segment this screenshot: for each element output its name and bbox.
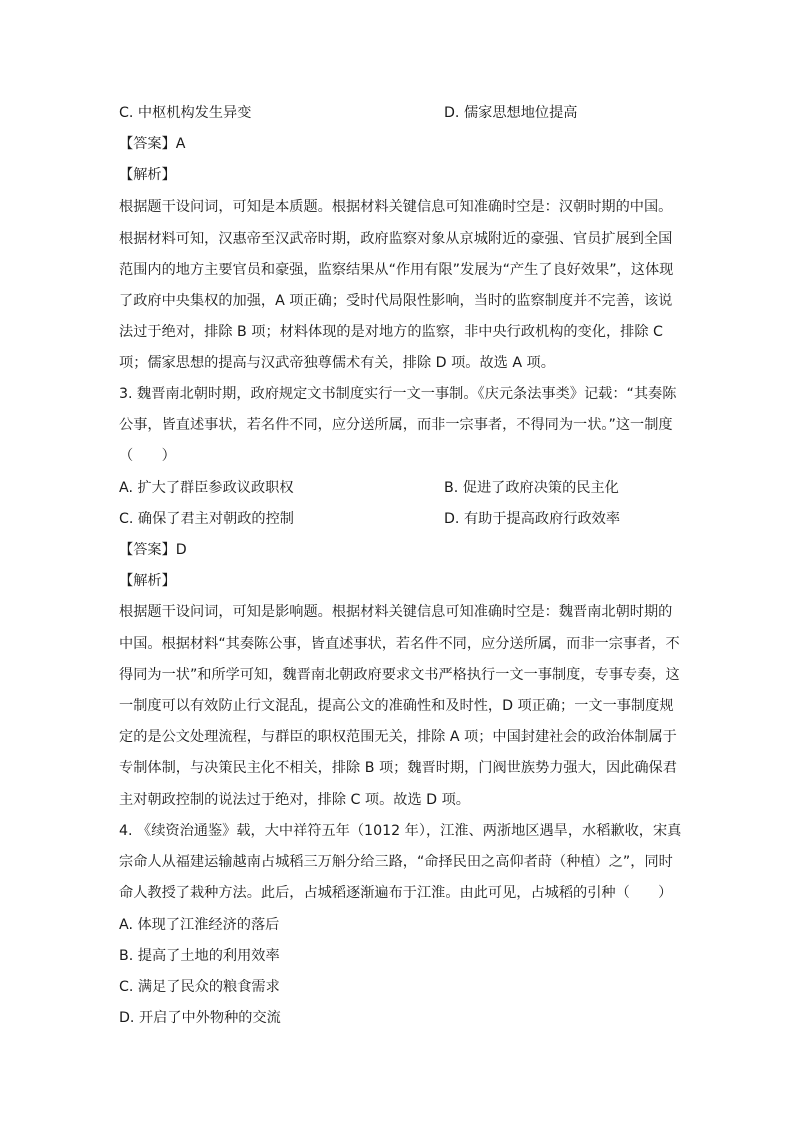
q3-stem-blank: （ ） [119, 448, 176, 464]
q4-stem-line: 4. 《续资治通鉴》载，大中祥符五年（1012 年），江淮、两浙地区遇旱，水稻歉收，宋真 [119, 823, 682, 839]
q4-stem-line: 宗命人从福建运输越南占城稻三万斛分给三路，“命择民田之高仰者莳（种植）之”，同时 [119, 854, 673, 870]
q3-analysis-line: 一制度可以有效防止行文混乱，提高公文的准确性和及时性，D 项正确；一文一事制度规 [119, 698, 674, 714]
q2-analysis-label: 【解析】 [119, 167, 176, 183]
q3-stem-line: 3. 魏晋南北朝时期，政府规定文书制度实行一文一事制。《庆元条法事类》记载：“其奏陈 [119, 386, 677, 402]
q2-analysis-line: 了政府中央集权的加强，A 项正确；受时代局限性影响，当时的监察制度并不完善，该说 [119, 293, 673, 309]
q2-option-d: D. 儒家思想地位提高 [444, 105, 578, 121]
q3-answer: 【答案】D [119, 542, 187, 558]
q3-analysis-line: 定的是公文处理流程，与群臣的职权范围无关，排除 A 项；中国封建社会的政治体制属于 [119, 729, 677, 745]
q3-analysis-line: 根据题干设问词，可知是影响题。根据材料关键信息可知准确时空是：魏晋南北朝时期的 [119, 604, 673, 620]
q2-analysis-line: 法过于绝对，排除 B 项；材料体现的是对地方的监察，非中央行政机构的变化，排除 C [119, 324, 663, 340]
q4-option-c: C. 满足了民众的粮食需求 [119, 979, 280, 995]
q3-analysis-label: 【解析】 [119, 573, 176, 589]
q2-analysis-line: 范围内的地方主要官员和豪强，监察结果从“作用有限”发展为“产生了良好效果”，这体现 [119, 262, 674, 278]
q3-analysis-line: 主对朝政控制的说法过于绝对，排除 C 项。故选 D 项。 [119, 792, 470, 808]
q3-analysis-line: 得同为一状”和所学可知，魏晋南北朝政府要求文书严格执行一文一事制度，专事专奏，这 [119, 667, 680, 683]
q4-stem-line: 命人教授了栽种方法。此后，占城稻逐渐遍布于江淮。由此可见，占城稻的引种（ ） [119, 885, 673, 901]
q4-option-a: A. 体现了江淮经济的落后 [119, 917, 280, 933]
q2-answer: 【答案】A [119, 136, 186, 152]
q4-option-b: B. 提高了土地的利用效率 [119, 948, 280, 964]
q3-analysis-line: 专制体制，与决策民主化不相关，排除 B 项；魏晋时期，门阀世族势力强大，因此确保君 [119, 760, 677, 776]
q3-option-d: D. 有助于提高政府行政效率 [444, 511, 621, 527]
q3-stem-line: 公事，皆直述事状，若名件不同，应分送所属，而非一宗事者，不得同为一状。”这一制度 [119, 417, 673, 433]
q3-option-a: A. 扩大了群臣参政议政职权 [119, 480, 294, 496]
q2-analysis-line: 根据材料可知，汉惠帝至汉武帝时期，政府监察对象从京城附近的豪强、官员扩展到全国 [119, 231, 673, 247]
q3-option-b: B. 促进了政府决策的民主化 [444, 480, 619, 496]
q2-analysis-line: 项；儒家思想的提高与汉武帝独尊儒术有关，排除 D 项。故选 A 项。 [119, 355, 555, 371]
q3-option-c: C. 确保了君主对朝政的控制 [119, 511, 294, 527]
q4-option-d: D. 开启了中外物种的交流 [119, 1010, 281, 1026]
q2-option-c: C. 中枢机构发生异变 [119, 105, 252, 121]
q3-analysis-line: 中国。根据材料“其奏陈公事，皆直述事状，若名件不同，应分送所属，而非一宗事者，不 [119, 636, 680, 652]
q2-analysis-line: 根据题干设问词，可知是本质题。根据材料关键信息可知准确时空是：汉朝时期的中国。 [119, 199, 673, 215]
